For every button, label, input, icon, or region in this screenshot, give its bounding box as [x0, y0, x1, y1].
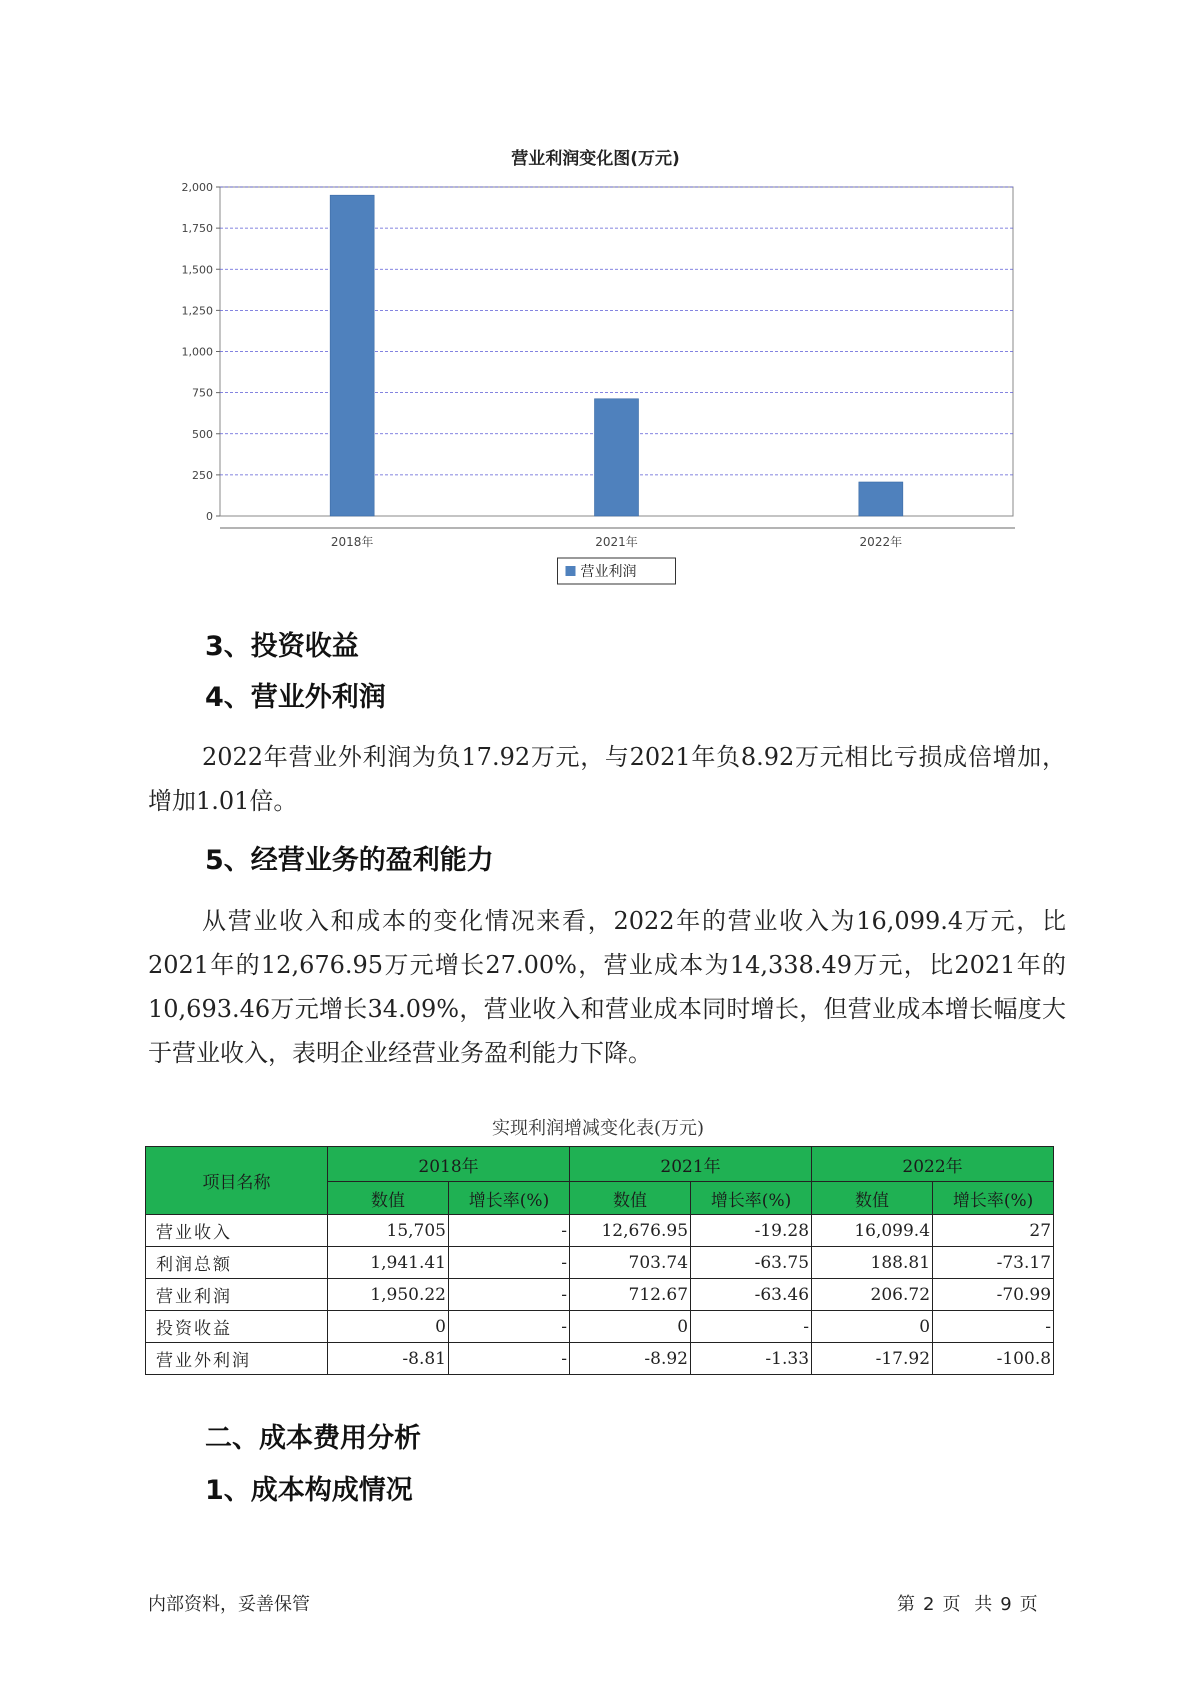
heading-cost-analysis: 二、成本费用分析 [205, 1423, 421, 1454]
header-year-2021: 2021年 [570, 1147, 812, 1182]
table-row [146, 1215, 1054, 1247]
table-cell: 27 [933, 1215, 1054, 1247]
header-year-2018: 2018年 [328, 1147, 570, 1182]
y-tick-label: 1,250 [181, 304, 213, 318]
y-tick-label: 0 [206, 510, 213, 523]
table-cell: 0 [812, 1311, 933, 1343]
x-tick-label: 2022年 [859, 535, 903, 549]
table-cell: 16,099.4 [812, 1215, 933, 1247]
profit-change-table [145, 1146, 1054, 1375]
table-cell: 712.67 [570, 1279, 691, 1311]
table-row [146, 1279, 1054, 1311]
row-label: 营业收入 [146, 1215, 328, 1247]
table-cell: 1,941.41 [328, 1247, 449, 1279]
table-cell: 15,705 [328, 1215, 449, 1247]
row-label: 营业外利润 [146, 1343, 328, 1375]
x-tick-label: 2021年 [595, 535, 638, 549]
header-item-name: 项目名称 [146, 1147, 328, 1215]
header-growth-rate: 增长率(%) [449, 1182, 570, 1215]
paragraph-profitability [148, 899, 1066, 1075]
y-tick-label: 1,000 [181, 345, 213, 359]
table-row [146, 1311, 1054, 1343]
table-cell: 206.72 [812, 1279, 933, 1311]
table-cell: 0 [570, 1311, 691, 1343]
table-cell: -70.99 [933, 1279, 1054, 1311]
page-total: 9 [1000, 1594, 1012, 1615]
table-cell: - [933, 1311, 1054, 1343]
legend-swatch [566, 566, 576, 576]
table-cell: - [691, 1311, 812, 1343]
row-label: 营业利润 [146, 1279, 328, 1311]
header-growth-rate: 增长率(%) [691, 1182, 812, 1215]
heading-investment-income: 3、投资收益 [205, 631, 359, 662]
header-value: 数值 [812, 1182, 933, 1215]
table-row [146, 1247, 1054, 1279]
y-tick-label: 2,000 [181, 181, 213, 194]
x-tick-label: 2018年 [330, 535, 374, 549]
heading-non-operating-profit: 4、营业外利润 [205, 682, 386, 713]
paragraph-profitability-text: 从营业收入和成本的变化情况来看，2022年的营业收入为16,099.4万元，比2021年的12,676.95万元增长27.00%，营业成本为14,338.49万元，比2021年的10,693.46万元增长34.09%，营业收入和营业成本同时增长，但营业成本增长幅度大于营业收入，表明企业经营业务盈利能力下降。 [148, 907, 1066, 1067]
table-cell: 12,676.95 [570, 1215, 691, 1247]
table-cell: 1,950.22 [328, 1279, 449, 1311]
y-tick-label: 250 [192, 468, 213, 482]
table-cell: 188.81 [812, 1247, 933, 1279]
table-caption: 实现利润增减变化表(万元) [491, 1118, 705, 1139]
table-cell: -63.46 [691, 1279, 812, 1311]
header-value: 数值 [570, 1182, 691, 1215]
y-tick-label: 750 [192, 386, 213, 400]
heading-profitability: 5、经营业务的盈利能力 [205, 845, 494, 876]
table-cell: - [449, 1311, 570, 1343]
legend-label: 营业利润 [580, 564, 637, 580]
footer-page-number [897, 1590, 1046, 1616]
paragraph-non-operating-profit [148, 735, 1066, 823]
table-cell: -17.92 [812, 1343, 933, 1375]
header-growth-rate: 增长率(%) [933, 1182, 1054, 1215]
total-prefix: 共 [974, 1594, 993, 1615]
paragraph-non-operating-profit-text: 2022年营业外利润为负17.92万元，与2021年负8.92万元相比亏损成倍增加，增加1.01倍。 [148, 743, 1066, 815]
footer-confidential-note: 内部资料，妥善保管 [148, 1594, 310, 1615]
y-tick-label: 1,500 [181, 263, 213, 277]
y-tick-label: 1,750 [181, 222, 213, 236]
profit-bar-chart [0, 0, 1191, 600]
row-label: 投资收益 [146, 1311, 328, 1343]
header-year-2022: 2022年 [812, 1147, 1054, 1182]
table-cell: - [449, 1279, 570, 1311]
table-cell: -8.92 [570, 1343, 691, 1375]
row-label: 利润总额 [146, 1247, 328, 1279]
bar-2018年 [330, 195, 374, 516]
table-cell: -1.33 [691, 1343, 812, 1375]
table-cell: 0 [328, 1311, 449, 1343]
page-unit: 页 [942, 1594, 961, 1615]
bar-2021年 [595, 399, 639, 516]
chart-title: 营业利润变化图(万元) [511, 149, 680, 169]
bar-2022年 [859, 482, 903, 516]
y-tick-label: 500 [192, 427, 213, 441]
table-cell: - [449, 1343, 570, 1375]
table-cell: - [449, 1215, 570, 1247]
table-cell: -73.17 [933, 1247, 1054, 1279]
table-cell: -19.28 [691, 1215, 812, 1247]
table-cell: -63.75 [691, 1247, 812, 1279]
table-cell: -8.81 [328, 1343, 449, 1375]
page-prefix: 第 [897, 1594, 915, 1615]
table-cell: - [449, 1247, 570, 1279]
total-unit: 页 [1019, 1594, 1038, 1615]
header-value: 数值 [328, 1182, 449, 1215]
heading-cost-composition: 1、成本构成情况 [205, 1475, 413, 1506]
table-row [146, 1343, 1054, 1375]
table-cell: -100.8 [933, 1343, 1054, 1375]
page-current: 2 [923, 1594, 935, 1615]
table-cell: 703.74 [570, 1247, 691, 1279]
